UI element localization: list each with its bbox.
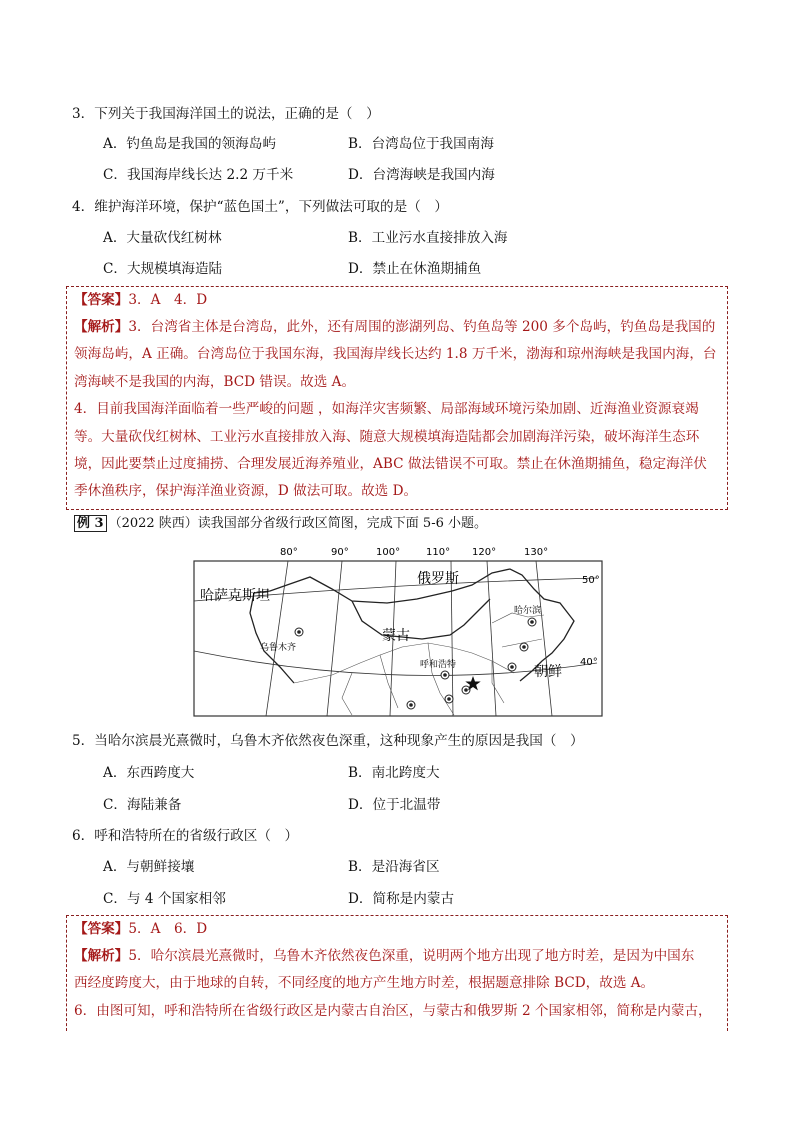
example-source: （2022 陕西） [108,516,198,531]
answer2-tag: 【答案】 [74,921,129,937]
analysis-line-1 [74,317,715,337]
analysis-tag: 【解析】 [74,319,129,335]
analysis-text: 3．台湾省主体是台湾岛，此外，还有周围的澎湖列岛、钓鱼岛等 200 多个岛屿，钓鱼岛是我国的 [128,319,716,335]
country-label-mongolia: 蒙古 [382,628,410,644]
example-text: 读我国部分省级行政区简图，完成下面 5-6 小题。 [197,516,487,531]
analysis-line-7: 季休渔秩序，保护海洋渔业资源，D 做法可取。故选 D。 [74,483,418,499]
answer-line-1 [74,290,207,310]
lon-label-100: 100° [376,547,401,558]
example-3-heading [74,515,487,533]
question-5-option-d: D．位于北温带 [348,797,441,813]
analysis-line-3: 湾海峡不是我国的内海，BCD 错误。故选 A。 [74,374,356,390]
answer-text: 3．A 4．D [128,292,208,308]
lat-label-40: 40° [580,657,598,668]
answer2-line-1 [74,919,207,939]
lon-label-130: 130° [524,547,549,558]
analysis-line-2: 领海岛屿，A 正确。台湾岛位于我国东海，我国海岸线长达约 1.8 万千米，渤海和琼州海峡是我国内海，台 [74,346,717,362]
analysis-line-6: 境，因此要禁止过度捕捞、合理发展近海养殖业，ABC 做法错误不可取。禁止在休渔期捕鱼，稳定海洋伏 [74,456,707,472]
china-provinces-map [192,543,604,718]
question-5-option-c: C．海陆兼备 [103,797,182,813]
question-4-stem: 4．维护海洋环境，保护“蓝色国土”，下列做法可取的是（ ） [72,199,448,215]
example-label: 例 3 [74,515,107,532]
question-6-option-d: D．简称是内蒙古 [348,891,455,907]
analysis2-line-3: 6．由图可知，呼和浩特所在省级行政区是内蒙古自治区，与蒙古和俄罗斯 2 个国家相邻，简称是内蒙古， [74,1003,712,1019]
lon-label-120: 120° [472,547,497,558]
city-label-harbin: 哈尔滨 [514,606,542,616]
question-3-stem: 3．下列关于我国海洋国土的说法，正确的是（ ） [72,106,380,122]
question-4-option-b: B．工业污水直接排放入海 [348,230,508,246]
question-6-stem: 6．呼和浩特所在的省级行政区（ ） [72,828,299,844]
analysis2-text: 5．哈尔滨晨光熹微时，乌鲁木齐依然夜色深重，说明两个地方出现了地方时差，是因为中国东 [128,948,695,964]
answer-tag: 【答案】 [74,292,129,308]
question-5-option-a: A．东西跨度大 [103,765,195,781]
question-4-option-d: D．禁止在休渔期捕鱼 [348,261,482,277]
lat-label-50: 50° [582,575,600,586]
question-4-option-a: A．大量砍伐红树林 [103,230,222,246]
question-6-option-a: A．与朝鲜接壤 [103,859,195,875]
question-3-option-d: D．台湾海峡是我国内海 [348,167,495,183]
country-label-kazakhstan: 哈萨克斯坦 [200,588,270,604]
lon-label-80: 80° [280,547,298,558]
country-label-north-korea: 朝鲜 [534,664,562,680]
analysis-line-5: 等。大量砍伐红树林、工业污水直接排放入海、随意大规模填海造陆都会加剧海洋污染，破坏海洋生态环 [74,429,700,445]
question-5-option-b: B．南北跨度大 [348,765,440,781]
analysis2-tag: 【解析】 [74,948,129,964]
question-3-option-a: A．钓鱼岛是我国的领海岛屿 [103,136,276,152]
city-label-urumqi: 乌鲁木齐 [260,643,297,653]
city-label-hohhot: 呼和浩特 [420,660,457,670]
lon-label-90: 90° [331,547,349,558]
analysis-line-4: 4．目前我国海洋面临着一些严峻的问题 ，如海洋灾害频繁、局部海域环境污染加剧、近海渔业资源衰竭 [74,401,699,417]
question-6-option-b: B．是沿海省区 [348,859,440,875]
lon-label-110: 110° [426,547,451,558]
country-label-russia: 俄罗斯 [417,571,459,587]
question-3-option-b: B．台湾岛位于我国南海 [348,136,494,152]
analysis2-line-2: 西经度跨度大，由于地球的自转，不同经度的地方产生地方时差，根据题意排除 BCD，故选 A。 [74,975,655,991]
question-3-option-c: C．我国海岸线长达 2.2 万千米 [103,167,294,183]
question-5-stem: 5．当哈尔滨晨光熹微时，乌鲁木齐依然夜色深重，这种现象产生的原因是我国（ ） [72,733,584,749]
question-4-option-c: C．大规模填海造陆 [103,261,223,277]
analysis2-line-1 [74,946,694,966]
answer2-text: 5．A 6．D [128,921,208,937]
question-6-option-c: C．与 4 个国家相邻 [103,891,226,907]
